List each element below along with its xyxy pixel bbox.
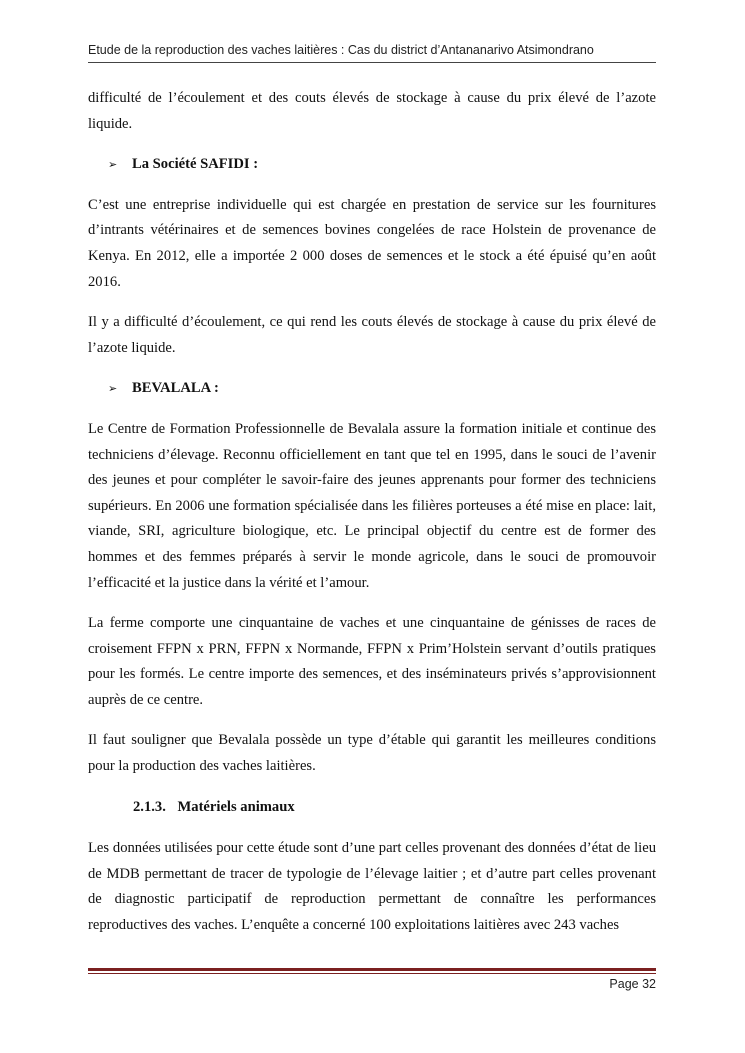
paragraph-bevalala-center: Le Centre de Formation Professionnelle de Bevalala assure la formation initiale et continue des techniciens d’élevage. Reconnu officiellement en tant que tel en 1995, dans le souci de l’avenir des jeunes et pour compléter le savoir-faire des jeunes apprenants pour former des techniciens supérieurs. En 2006 une formation spécialisée dans les filières porteuses a été mise en place: lait, viande, SRI, agriculture biologique, etc. Le principal objectif du centre est de former des hommes et des femmes préparés à servir le monde agricole, dans le souci de promouvoir l’efficacité et la justice dans la vérité et l’amour. [88, 420, 656, 591]
running-header: Etude de la reproduction des vaches laitières : Cas du district d’Antananarivo Atsimondrano [88, 43, 594, 57]
heading-bevalala [108, 376, 656, 402]
heading-safidi-label: La Société SAFIDI : [132, 156, 259, 173]
arrow-bullet-icon: ➢ [108, 158, 118, 172]
heading-safidi [108, 152, 656, 178]
heading-bevalala-label: BEVALALA : [132, 380, 219, 397]
paragraph-safidi-difficulty: Il y a difficulté d’écoulement, ce qui rend les couts élevés de stockage à cause du prix élevé de l’azote liquide. [88, 314, 656, 356]
paragraph-continuation: difficulté de l’écoulement et des couts élevés de stockage à cause du prix élevé de l’azote liquide. [88, 90, 656, 132]
paragraph-safidi-description: C’est une entreprise individuelle qui est chargée en prestation de service sur les fournitures d’intrants vétérinaires et de semences bovines congelées de race Holstein de provenance de Kenya. En 2012, elle a importée 2 000 doses de semences et le stock a été épuisé qu’en août 2016. [88, 196, 656, 290]
page-body [88, 86, 656, 954]
section-heading-materiels-animaux [133, 795, 656, 821]
arrow-bullet-icon: ➢ [108, 382, 118, 396]
paragraph-materiels-animaux: Les données utilisées pour cette étude sont d’une part celles provenant des données d’état de lieu de MDB permettant de tracer de typologie de l’élevage laitier ; et d’autre part celles provenant de diagnostic participatif de reproduction permettant de connaître les performances reproductives des vaches. L’enquête a concerné 100 exploitations laitières avec 243 vaches [88, 840, 656, 934]
footer-divider-thin [88, 973, 656, 974]
section-title: Matériels animaux [177, 798, 295, 815]
header-divider [88, 62, 656, 63]
page-number: Page 32 [609, 977, 656, 991]
paragraph-bevalala-stable: Il faut souligner que Bevalala possède un type d’étable qui garantit les meilleures conditions pour la production des vaches laitières. [88, 732, 656, 775]
paragraph-bevalala-farm: La ferme comporte une cinquantaine de vaches et une cinquantaine de génisses de races de croisement FFPN x PRN, FFPN x Normande, FFPN x Prim’Holstein servant d’outils pratiques pour les formés. Le centre importe des semences, et des inséminateurs privés s’approvisionnent auprès de ce centre. [88, 615, 656, 708]
footer-divider-thick [88, 968, 656, 971]
section-number: 2.1.3. [133, 798, 166, 815]
